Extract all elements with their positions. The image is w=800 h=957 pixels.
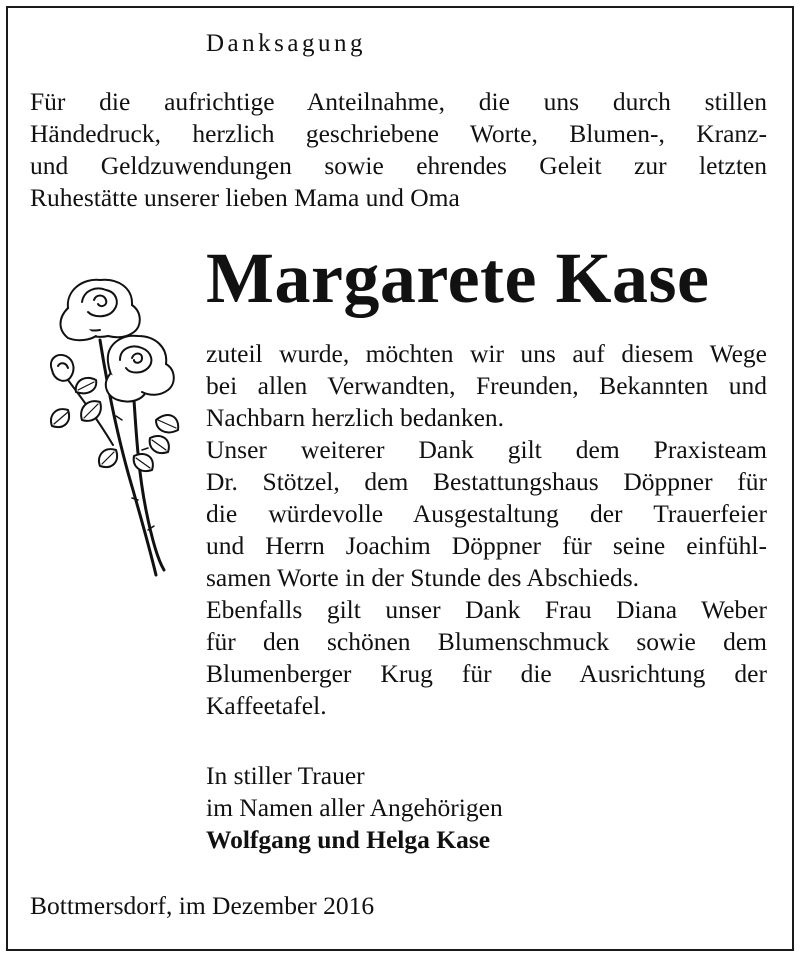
intro-line: und Geldzuwendungen sowie ehrendes Geleit zur letzten — [30, 151, 767, 180]
deceased-name: Margarete Kase — [206, 238, 710, 318]
body-line: zuteil wurde, möchten wir uns auf diesem Wege — [206, 339, 767, 368]
signatories: Wolfgang und Helga Kase — [206, 825, 491, 854]
rose-illustration-icon — [38, 270, 188, 590]
body-paragraph — [206, 338, 767, 722]
body-line: Ebenfalls gilt unser Dank Frau Diana Weber — [206, 595, 767, 624]
intro-line: Für die aufrichtige Anteilnahme, die uns durch stillen — [30, 87, 767, 116]
intro-paragraph — [30, 86, 767, 214]
body-line: Kaffeetafel. — [206, 691, 327, 720]
notice-heading: Danksagung — [206, 30, 366, 57]
body-line: für den schönen Blumenschmuck sowie dem — [206, 627, 767, 656]
body-line: Blumenberger Krug für die Ausrichtung der — [206, 659, 767, 688]
body-line: Unser weiterer Dank gilt dem Praxisteam — [206, 435, 767, 464]
closing-block — [206, 760, 503, 856]
intro-line: Ruhestätte unserer lieben Mama und Oma — [30, 183, 460, 212]
closing-line: In stiller Trauer — [206, 761, 365, 790]
body-line: bei allen Verwandten, Freunden, Bekannten und — [206, 371, 767, 400]
body-line: die würdevolle Ausgestaltung der Trauerfeier — [206, 499, 767, 528]
body-line: samen Worte in der Stunde des Abschieds. — [206, 563, 640, 592]
closing-line: im Namen aller Angehörigen — [206, 793, 503, 822]
intro-line: Händedruck, herzlich geschriebene Worte, Blumen-, Kranz- — [30, 119, 767, 148]
body-line: und Herrn Joachim Döppner für seine einfühl- — [206, 531, 767, 560]
body-line: Nachbarn herzlich bedanken. — [206, 403, 505, 432]
place-date: Bottmersdorf, im Dezember 2016 — [30, 891, 375, 920]
body-line: Dr. Stötzel, dem Bestattungshaus Döppner für — [206, 467, 767, 496]
